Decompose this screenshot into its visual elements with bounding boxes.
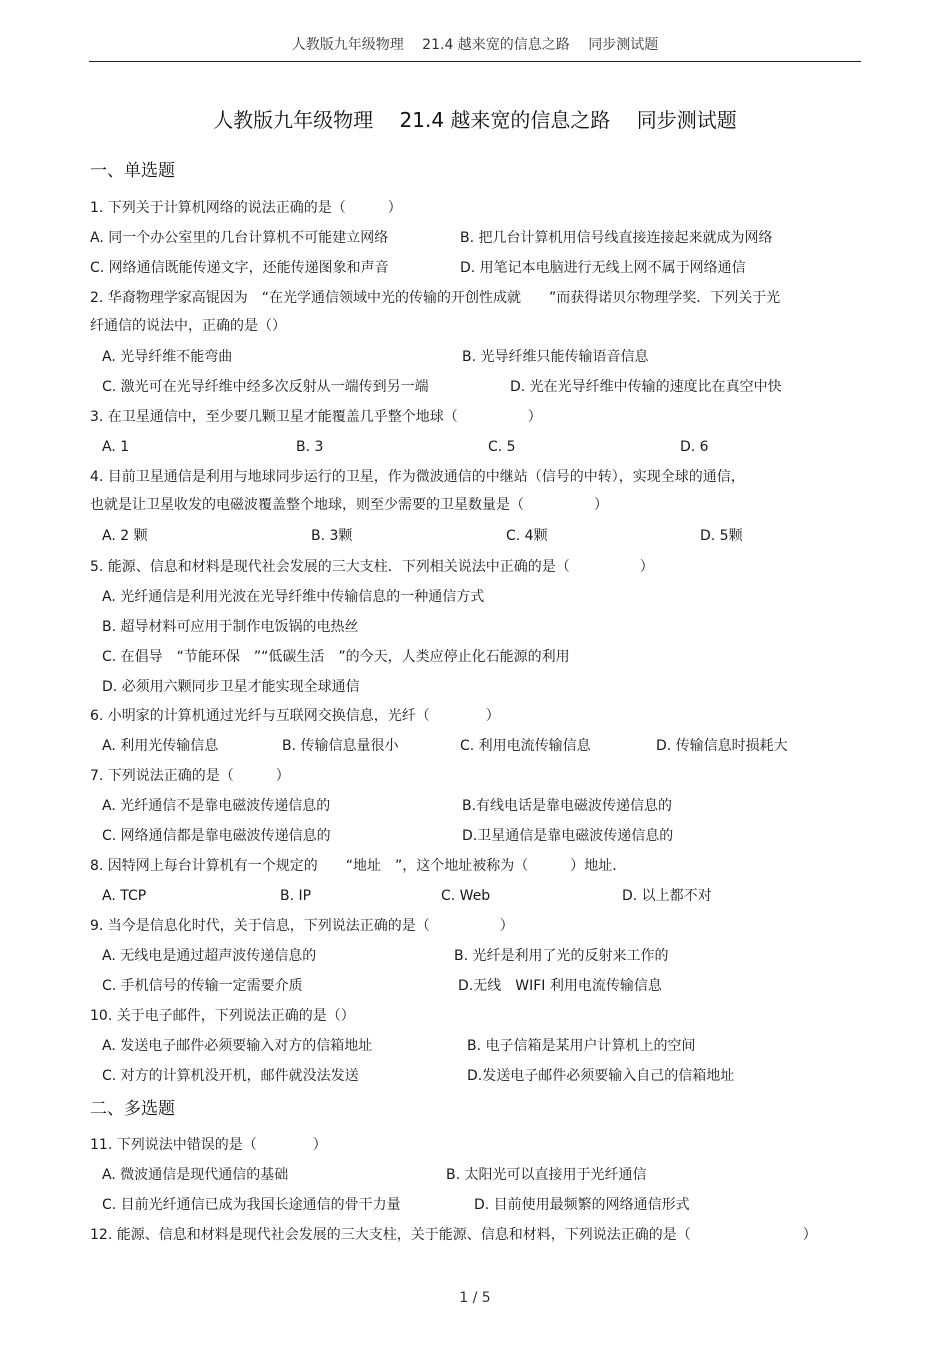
question-6-option-a: A. 利用光传输信息 — [102, 738, 219, 754]
question-7-option-d: D.卫星通信是靠电磁波传递信息的 — [462, 828, 674, 844]
question-7-stem: 7. 下列说法正确的是（ ） — [90, 768, 290, 784]
question-10-option-d: D.发送电子邮件必须要输入自己的信箱地址 — [467, 1068, 735, 1084]
question-2-option-a: A. 光导纤维不能弯曲 — [102, 349, 233, 365]
question-5-stem: 5. 能源、信息和材料是现代社会发展的三大支柱．下列相关说法中正确的是（ ） — [90, 559, 654, 575]
question-2-stem-line2: 纤通信的说法中，正确的是（） — [90, 318, 286, 334]
question-9-option-d: D.无线 WIFI 利用电流传输信息 — [458, 978, 662, 994]
question-4-option-a: A. 2 颗 — [102, 528, 148, 544]
question-7-option-c: C. 网络通信都是靠电磁波传递信息的 — [102, 828, 331, 844]
question-4-stem-line2: 也就是让卫星收发的电磁波覆盖整个地球，则至少需要的卫星数量是（ ） — [90, 497, 608, 513]
question-8-option-b: B. IP — [280, 888, 312, 904]
question-6-option-b: B. 传输信息量很小 — [282, 738, 399, 754]
question-9-option-a: A. 无线电是通过超声波传递信息的 — [102, 948, 317, 964]
question-4-stem-line1: 4. 目前卫星通信是利用与地球同步运行的卫星，作为微波通信的中继站（信号的中转），实现全球的通信， — [90, 469, 745, 485]
question-5-option-b: B. 超导材料可应用于制作电饭锅的电热丝 — [102, 619, 359, 635]
question-10-option-c: C. 对方的计算机没开机，邮件就没法发送 — [102, 1068, 359, 1084]
question-8-option-a: A. TCP — [102, 888, 147, 904]
question-1-option-d: D. 用笔记本电脑进行无线上网不属于网络通信 — [460, 260, 746, 276]
question-7-option-b: B.有线电话是靠电磁波传递信息的 — [462, 798, 673, 814]
question-5-option-c: C. 在倡导 “节能环保 ”“低碳生活 ”的今天，人类应停止化石能源的利用 — [102, 649, 570, 665]
question-6-stem: 6. 小明家的计算机通过光纤与互联网交换信息，光纤（ ） — [90, 708, 500, 724]
question-1-stem: 1. 下列关于计算机网络的说法正确的是（ ） — [90, 200, 402, 216]
question-8-option-c: C. Web — [441, 888, 491, 904]
page-number: 1 / 5 — [459, 1290, 491, 1306]
question-11-stem: 11. 下列说法中错误的是（ ） — [90, 1137, 327, 1153]
document-title: 人教版九年级物理 21.4 越来宽的信息之路 同步测试题 — [213, 108, 737, 132]
question-4-option-c: C. 4颗 — [506, 528, 548, 544]
question-5-option-a: A. 光纤通信是利用光波在光导纤维中传输信息的一种通信方式 — [102, 589, 485, 605]
question-6-option-d: D. 传输信息时损耗大 — [656, 738, 788, 754]
question-2-option-d: D. 光在光导纤维中传输的速度比在真空中快 — [510, 379, 782, 395]
question-11-option-b: B. 太阳光可以直接用于光纤通信 — [446, 1167, 647, 1183]
question-11-option-a: A. 微波通信是现代通信的基础 — [102, 1167, 289, 1183]
question-1-option-a: A. 同一个办公室里的几台计算机不可能建立网络 — [90, 230, 389, 246]
header-divider — [89, 61, 861, 62]
page-header: 人教版九年级物理 21.4 越来宽的信息之路 同步测试题 — [291, 37, 659, 53]
question-2-option-c: C. 激光可在光导纤维中经多次反射从一端传到另一端 — [102, 379, 429, 395]
question-8-option-d: D. 以上都不对 — [622, 888, 712, 904]
question-3-option-a: A. 1 — [102, 439, 130, 455]
question-9-option-b: B. 光纤是利用了光的反射来工作的 — [454, 948, 669, 964]
section-title-multiple-choice: 二、多选题 — [90, 1099, 175, 1119]
question-5-option-d: D. 必须用六颗同步卫星才能实现全球通信 — [102, 679, 360, 695]
question-10-option-a: A. 发送电子邮件必须要输入对方的信箱地址 — [102, 1038, 373, 1054]
question-1-option-c: C. 网络通信既能传递文字，还能传递图象和声音 — [90, 260, 389, 276]
question-8-stem: 8. 因特网上每台计算机有一个规定的 “地址 ”，这个地址被称为（ ）地址． — [90, 858, 627, 874]
question-4-option-b: B. 3颗 — [311, 528, 353, 544]
section-title-single-choice: 一、单选题 — [90, 161, 175, 181]
question-11-option-c: C. 目前光纤通信已成为我国长途通信的骨干力量 — [102, 1197, 401, 1213]
question-12-stem: 12. 能源、信息和材料是现代社会发展的三大支柱，关于能源、信息和材料，下列说法正确的是（ ） — [90, 1227, 817, 1243]
question-11-option-d: D. 目前使用最频繁的网络通信形式 — [474, 1197, 690, 1213]
question-10-stem: 10. 关于电子邮件，下列说法正确的是（） — [90, 1008, 355, 1024]
question-7-option-a: A. 光纤通信不是靠电磁波传递信息的 — [102, 798, 331, 814]
question-10-option-b: B. 电子信箱是某用户计算机上的空间 — [467, 1038, 696, 1054]
question-1-option-b: B. 把几台计算机用信号线直接连接起来就成为网络 — [460, 230, 773, 246]
question-3-option-b: B. 3 — [296, 439, 324, 455]
question-6-option-c: C. 利用电流传输信息 — [460, 738, 591, 754]
question-9-option-c: C. 手机信号的传输一定需要介质 — [102, 978, 303, 994]
question-2-option-b: B. 光导纤维只能传输语音信息 — [462, 349, 649, 365]
question-4-option-d: D. 5颗 — [700, 528, 743, 544]
question-9-stem: 9. 当今是信息化时代，关于信息，下列说法正确的是（ ） — [90, 918, 514, 934]
question-3-option-c: C. 5 — [488, 439, 516, 455]
question-3-stem: 3. 在卫星通信中，至少要几颗卫星才能覆盖几乎整个地球（ ） — [90, 409, 542, 425]
question-2-stem-line1: 2. 华裔物理学家高锟因为 “在光学通信领域中光的传输的开创性成就 ”而获得诺贝尔物理学奖．下列关于光 — [90, 290, 781, 306]
question-3-option-d: D. 6 — [680, 439, 709, 455]
